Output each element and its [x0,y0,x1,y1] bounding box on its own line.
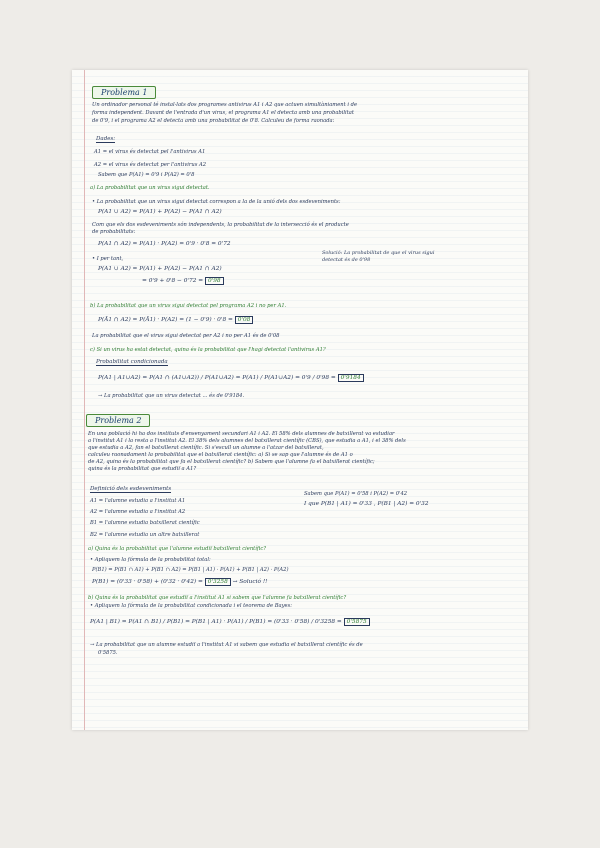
p1-question-b: b) La probabilitat que un virus sigui detectat pel programa A2 i no per A1. [90,303,287,309]
p1-a-therefore: • I per tant, [92,256,124,262]
p1-c-conclusion: → La probabilitat que un virus detectat ... és de 0'9184. [98,393,245,399]
p2-intro-line-2: a l'institut A1 i la resta a l'institut A2. El 38% dels alumnes del batxillerat científic (CBS), que estudia a A1, i el 38% dels [88,438,406,444]
p1-b-result: 0'08 [235,316,254,324]
p2-intro-line-1: En una població hi ha dos instituts d'ensenyament secundari A1 i A2. El 58% dels alumnes de batxillerat va estudiar [88,431,395,437]
p1-a-calc-text: = 0'9 + 0'8 − 0'72 = [142,278,204,284]
notebook-page [72,70,528,730]
p2-def-b1: B1 = l'alumne estudia batxillerat científic [90,520,200,526]
p1-a-calc [142,279,224,285]
p2-known-2: I que P(B1 | A1) = 0'33 , P(B1 | A2) = 0'32 [304,501,429,507]
p1-a-union-again: P(A1 ∪ A2) = P(A1) + P(A2) − P(A1 ∩ A2) [98,266,222,272]
p1-a-line-3: Com que els dos esdeveniments són independents, la probabilitat de la intersecció és el producte [92,222,349,228]
p1-def-a2: A2 = el virus és detectat per l'antivirus A2 [94,162,207,168]
p1-b-calc-text: P(Ā1 ∩ A2) = P(Ā1) · P(A2) = (1 − 0'9) · 0'8 = [98,317,233,323]
p2-def-a2: A2 = l'alumne estudia a l'institut A2 [90,509,186,515]
p1-a-solution-note: Solució: La probabilitat de que el virus sigui detectat és de 0'98 [322,250,435,263]
p2-b-conclusion-value: 0'5875. [98,650,118,656]
p1-b-conclusion: La probabilitat que el virus sigui detectat per A2 i no per A1 és de 0'08 [92,333,280,339]
p2-b-result: 0'5875 [344,618,370,626]
p1-intro-line-3: de 0'9, i el programa A2 el detecta amb una probabilitat de 0'8. Calculeu de forma raonada: [92,118,335,124]
p1-intro-line-1: Un ordinador personal té instal·lats dos programes antivirus A1 i A2 que actuen simultàniament i de [92,102,358,108]
p1-dades-heading: Dades: [96,136,116,142]
p2-def-a1: A1 = l'alumne estudia a l'institut A1 [90,498,186,504]
p2-intro-line-3: que estudia a A2, fan el batxillerat científic. Si s'escull un alumne a l'atzar del batxillerat, [88,445,324,451]
p2-definitions-heading: Definició dels esdeveniments [90,486,172,492]
p1-question-c: c) Si un virus ha estat detectat, quina és la probabilitat que l'hagi detectat l'antivirus A1? [90,347,326,353]
p2-b-conclusion: → La probabilitat que un alumne estudiï a l'institut A1 si sabem que estudia el batxillerat científic és de [90,642,363,648]
p1-c-result: 0'9184 [338,374,364,382]
p1-a-union-formula: P(A1 ∪ A2) = P(A1) + P(A2) − P(A1 ∩ A2) [98,209,222,215]
p1-a-line-1: • La probabilitat que un virus sigui detectat correspon a la de la unió dels dos esdeveniments: [92,199,341,205]
p2-a-calc-text: P(B1) = (0'33 · 0'58) + (0'32 · 0'42) = [92,579,203,585]
p1-c-subheading: Probabilitat condicionada [96,359,168,365]
p2-question-b: b) Quina és la probabilitat que estudiï a l'institut A1 si sabem que l'alumne fa batxillerat científic? [88,595,347,601]
p2-a-result: 0'3258 [205,578,231,586]
problem-1-title: Problema 1 [92,86,156,99]
p2-a-total-prob: P(B1) = P(B1 ∩ A1) + P(B1 ∩ A2) = P(B1 | A1) · P(A1) + P(B1 | A2) · P(A2) [92,567,289,573]
p2-intro-line-4: calculeu raonadament la probabilitat que el batxillerat científic: a) Si se sap que l'alumne és de A1 o [88,452,353,458]
p2-a-line-1: • Apliquem la fórmula de la probabilitat total: [90,557,211,563]
p2-a-calc [92,580,267,586]
p1-c-calc-text: P(A1 | A1∪A2) = P(A1 ∩ (A1∪A2)) / P(A1∪A2) = P(A1) / P(A1∪A2) = 0'9 / 0'98 = [98,375,336,381]
p1-question-a: a) La probabilitat que un virus sigui detectat. [90,185,210,191]
p2-b-calc [90,620,370,626]
p1-intro-line-2: forma independent. Davant de l'entrada d'un virus, el programa A1 el detecta amb una probabilitat [92,110,354,116]
p2-a-solution-mark: → Solució !! [232,579,268,585]
p2-b-line-1: • Apliquem la fórmula de la probabilitat condicionada i el teorema de Bayes: [90,603,293,609]
p2-question-a: a) Quina és la probabilitat que l'alumne estudiï batxillerat científic? [88,546,267,552]
p1-c-calc [98,376,364,382]
p1-a-result: 0'98 [205,277,224,285]
p2-intro-line-5: de A2, quina és la probabilitat que fa el batxillerat científic? b) Sabem que l'alumne fa el batxillerat científic; [88,459,375,465]
p2-known-1: Sabem que P(A1) = 0'58 i P(A2) = 0'42 [304,491,408,497]
p2-b-calc-text: P(A1 | B1) = P(A1 ∩ B1) / P(B1) = P(B1 | A1) · P(A1) / P(B1) = (0'33 · 0'58) / 0'3258 = [90,619,342,625]
margin-line [84,70,85,730]
p1-b-calc [98,318,253,324]
p2-intro-line-6: quina és la probabilitat que estudiï a A1? [88,466,197,472]
p2-def-b2: B2 = l'alumne estudia un altre batxillerat [90,532,200,538]
p1-a-intersection: P(A1 ∩ A2) = P(A1) · P(A2) = 0'9 · 0'8 = 0'72 [98,241,231,247]
problem-2-title: Problema 2 [86,414,150,427]
p1-def-a1: A1 = el virus és detectat pel l'antivirus A1 [94,149,206,155]
p1-known-values: Sabem que P(A1) = 0'9 i P(A2) = 0'8 [98,172,195,178]
p1-a-line-3b: de probabilitats: [92,229,136,235]
